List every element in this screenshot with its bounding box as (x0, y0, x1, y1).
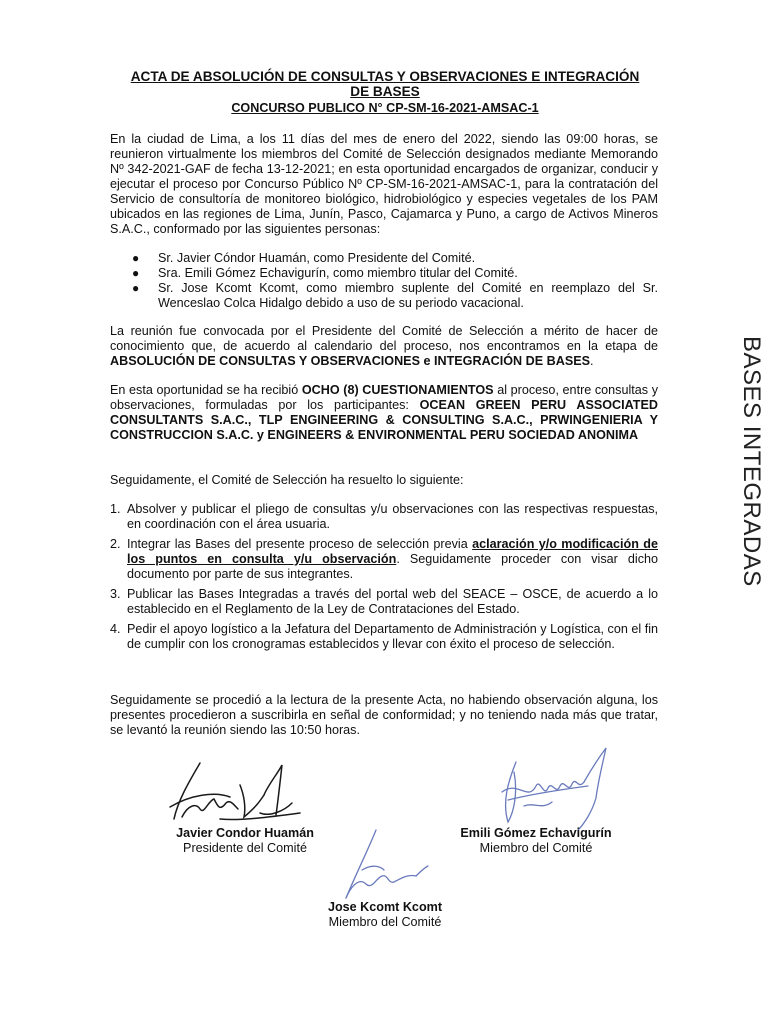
resolution-item (110, 622, 658, 652)
signature-1-image (160, 755, 310, 827)
list-item (110, 251, 658, 266)
queries-text-2: al proceso, entre consultas y observaciones, formuladas por los participantes: (110, 383, 658, 412)
resolution-item (110, 587, 658, 617)
stage-name: ABSOLUCIÓN DE CONSULTAS Y OBSERVACIONES e INTEGRACIÓN DE BASES (110, 354, 591, 368)
item-text: Integrar las Bases del presente proceso de selección previa (127, 537, 473, 551)
signatory-role: Presidente del Comité (183, 841, 307, 855)
list-item (110, 266, 658, 281)
signatory-name: Jose Kcomt Kcomt (327, 900, 443, 914)
members-list (110, 251, 658, 311)
item-number: 4. (110, 622, 121, 636)
item-text: Pedir el apoyo logístico a la Jefatura del Departamento de Administración y Logística, con el fin de cumplir con los cronogramas establecidos y llevar con éxito el proceso de selección. (127, 622, 658, 651)
side-stamp-label: BASES INTEGRADAS (738, 336, 765, 587)
resolutions-list (110, 502, 658, 657)
signatory-name: Emili Gómez Echavigurín (460, 826, 612, 840)
signatory-role: Miembro del Comité (479, 841, 593, 855)
item-underlined: aclaración y/o modificación de los puntos en consulta y/u observación (127, 537, 658, 566)
signatory-role: Miembro del Comité (328, 915, 442, 929)
convocation-paragraph (110, 324, 658, 369)
queries-paragraph (110, 383, 658, 443)
member-text: Sr. Javier Cóndor Huamán, como Presidente del Comité. (158, 251, 476, 265)
bullet-icon: ● (132, 251, 140, 265)
closing-paragraph: Seguidamente se procedió a la lectura de la presente Acta, no habiendo observación alguna, los presentes procedieron a suscribirla en señal de conformidad; y no teniendo nada más que tratar, se levantó la reunión siendo las 10:50 horas. (110, 693, 658, 737)
resolution-item (110, 502, 658, 532)
item-number: 2. (110, 537, 121, 551)
resolution-intro: Seguidamente, el Comité de Selección ha resuelto lo siguiente: (110, 473, 464, 487)
signatory-name: Javier Condor Huamán (176, 826, 314, 840)
signature-3-image (332, 826, 442, 906)
item-text: Publicar las Bases Integradas a través del portal web del SEACE – OSCE, de acuerdo a lo establecido en el Reglamento de la Ley de Contrataciones del Estado. (127, 587, 658, 616)
punctuation: . (590, 354, 594, 368)
list-item (110, 281, 658, 311)
item-text: Absolver y publicar el pliego de consultas y/u observaciones con las respectivas respuestas, en coordinación con el área usuaria. (127, 502, 658, 531)
queries-count: OCHO (8) CUESTIONAMIENTOS (301, 383, 494, 397)
item-number: 3. (110, 587, 121, 601)
item-text-2: . Seguidamente proceder con visar dicho documento por parte de sus integrantes. (127, 552, 659, 581)
signature-2-image (488, 742, 628, 834)
participants-list: OCEAN GREEN PERU ASSOCIATED CONSULTANTS S.A.C., TLP ENGINEERING & CONSULTING S.A.C., PRWINGENIERIA Y CONSTRUCCION S.A.C. y ENGINEERS & ENVIRONMENTAL PERU SOCIEDAD ANONIMA (110, 398, 658, 442)
intro-paragraph: En la ciudad de Lima, a los 11 días del mes de enero del 2022, siendo las 09:00 horas, se reunieron virtualmente los miembros del Comité de Selección designados mediante Memorando Nº 342-2021-GAF de fecha 13-12-2021; en esta oportunidad encargados de organizar, conducir y ejecutar el proceso por Concurso Público Nº CP-SM-16-2021-AMSAC-1, para la contratación del Servicio de consultoría de monitoreo biológico, hidrobiológico y especies vegetales de los PAM ubicados en las regiones de Lima, Junín, Pasco, Cajamarca y Puno, a cargo de Activos Mineros S.A.C., conformado por las siguientes personas: (110, 132, 658, 236)
document-title: ACTA DE ABSOLUCIÓN DE CONSULTAS Y OBSERVACIONES E INTEGRACIÓN DE BASES (130, 69, 640, 99)
convocation-text: La reunión fue convocada por el Presidente del Comité de Selección a mérito de hacer de conocimiento que, de acuerdo al calendario del proceso, nos encontramos en la etapa de (110, 324, 658, 353)
bullet-icon: ● (132, 266, 140, 280)
document-subtitle: CONCURSO PUBLICO N° CP-SM-16-2021-AMSAC-1 (231, 101, 539, 115)
item-number: 1. (110, 502, 121, 516)
bullet-icon: ● (132, 281, 140, 295)
member-text: Sr. Jose Kcomt Kcomt, como miembro suplente del Comité en reemplazo del Sr. Wenceslao Colca Hidalgo debido a uso de su periodo vacacional. (158, 281, 658, 310)
member-text: Sra. Emili Gómez Echavigurín, como miembro titular del Comité. (158, 266, 518, 280)
resolution-item (110, 537, 658, 582)
queries-text: En esta oportunidad se ha recibió (110, 383, 302, 397)
